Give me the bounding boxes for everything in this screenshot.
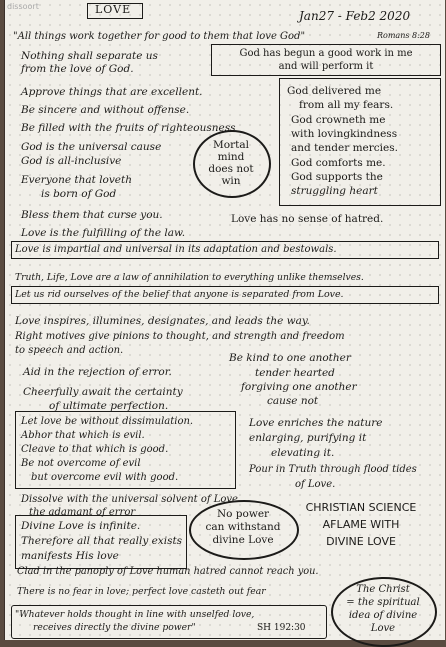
cs-aflame-line-1: CHRISTIAN SCIENCE <box>305 501 417 514</box>
delivered-line-2: from all my fears. <box>299 99 394 111</box>
mortal-line-1: Mortal <box>213 139 249 151</box>
truth-line: Truth, Life, Love are a law of annihilation to everything unlike themselves. <box>15 272 364 283</box>
separate-line-1: Nothing shall separate us <box>21 50 158 62</box>
inspires-line: Love inspires, illumines, designates, and leads the way. <box>15 315 310 327</box>
delivered-line-1: God delivered me <box>287 85 382 97</box>
infinite-line-3: manifests His love <box>21 550 119 562</box>
universal-line-2: God is all-inclusive <box>21 155 122 167</box>
kind-line-1: Be kind to one another <box>229 352 351 364</box>
no-power-line-1: No power <box>216 508 270 520</box>
aid-line: Aid in the rejection of error. <box>23 366 172 378</box>
pour-line-1: Pour in Truth through flood tides <box>249 464 417 475</box>
dissimulation-line-2: Abhor that which is evil. <box>21 430 145 441</box>
mortal-line-2: mind <box>217 151 245 163</box>
dissolve-line-2: the adamant of error <box>29 507 136 518</box>
loveth-line-2: is born of God <box>41 188 117 200</box>
motives-line-2: to speech and action. <box>15 345 124 356</box>
kind-line-3: forgiving one another <box>241 381 357 393</box>
kind-line-2: tender hearted <box>255 367 335 379</box>
no-power-line-2: can withstand <box>205 521 281 533</box>
unselfed-ref: SH 192:30 <box>257 623 306 633</box>
infinite-line-2: Therefore all that really exists <box>21 535 183 547</box>
dissimulation-line-1: Let love be without dissimulation. <box>21 416 194 427</box>
panoply-line: Clad in the panoply of Love human hatred cannot reach you. <box>17 566 319 577</box>
no-fear-line: There is no fear in love; perfect love casteth out fear <box>17 586 266 597</box>
approve-line-2: Be sincere and without offense. <box>21 104 190 116</box>
dissimulation-line-3: Cleave to that which is good. <box>21 444 169 455</box>
motives-line-1: Right motives give pinions to thought, and strength and freedom <box>15 331 345 342</box>
cs-aflame-line-3: DIVINE LOVE <box>326 535 396 548</box>
loveth-line-1: Everyone that loveth <box>21 174 133 186</box>
christ-line-4: Love <box>370 623 396 634</box>
enriches-line-3: elevating it. <box>271 447 335 459</box>
cs-aflame-line-2: AFLAME WITH <box>322 518 400 531</box>
no-power-line-3: divine Love <box>212 534 274 546</box>
date-range: Jan27 - Feb2 2020 <box>299 9 411 23</box>
enriches-line-2: enlarging, purifying it <box>249 432 367 444</box>
dissimulation-line-5: but overcome evil with good. <box>31 472 179 483</box>
delivered-line-5: and tender mercies. <box>291 142 398 154</box>
delivered-line-8: struggling heart <box>291 185 378 197</box>
brand-logo: dissoort <box>7 2 39 11</box>
unselfed-line-2: receives directly the divine power" <box>33 622 196 633</box>
cheerfully-line-2: of ultimate perfection. <box>49 400 169 412</box>
pour-line-2: of Love. <box>295 479 336 490</box>
infinite-line-1: Divine Love is infinite. <box>21 520 141 532</box>
cheerfully-line-1: Cheerfully await the certainty <box>23 386 183 398</box>
delivered-line-4: with lovingkindness <box>291 128 398 140</box>
journal-page <box>4 0 445 640</box>
page-title: LOVE <box>95 3 132 16</box>
christ-line-3: idea of divine <box>348 610 418 621</box>
christ-line-2: = the spiritual <box>346 597 420 608</box>
delivered-line-7: God supports the <box>291 171 383 183</box>
verse-ref: Romans 8:28 <box>377 31 430 40</box>
delivered-line-3: God crowneth me <box>291 114 386 126</box>
good-work-line-2: and will perform it <box>278 61 374 72</box>
rid-line: Let us rid ourselves of the belief that anyone is separated from Love. <box>15 289 344 300</box>
dissimulation-line-4: Be not overcome of evil <box>21 458 141 469</box>
approve-line-3: Be filled with the fruits of righteousness <box>21 122 236 134</box>
unselfed-line-1: "Whatever holds thought in line with unselfed love, <box>15 609 255 620</box>
good-work-line-1: God has begun a good work in me <box>239 48 413 59</box>
bless-line: Bless them that curse you. <box>21 209 163 221</box>
enriches-line-1: Love enriches the nature <box>249 417 383 429</box>
mortal-line-3: does not <box>208 163 254 175</box>
mortal-line-4: win <box>221 175 241 187</box>
no-sense-line: Love has no sense of hatred. <box>231 213 384 225</box>
separate-line-2: from the love of God. <box>21 63 134 75</box>
verse-text: "All things work together for good to them that love God" <box>13 31 306 42</box>
dissolve-line-1: Dissolve with the universal solvent of Love <box>21 494 238 505</box>
impartial-line: Love is impartial and universal in its adaptation and bestowals. <box>15 244 337 255</box>
delivered-line-6: God comforts me. <box>291 157 386 169</box>
universal-line-1: God is the universal cause <box>21 141 162 153</box>
fulfilling-line: Love is the fulfilling of the law. <box>21 227 186 239</box>
approve-line-1: Approve things that are excellent. <box>21 86 203 98</box>
christ-line-1: The Christ <box>356 584 410 595</box>
kind-line-4: cause not <box>267 395 319 407</box>
